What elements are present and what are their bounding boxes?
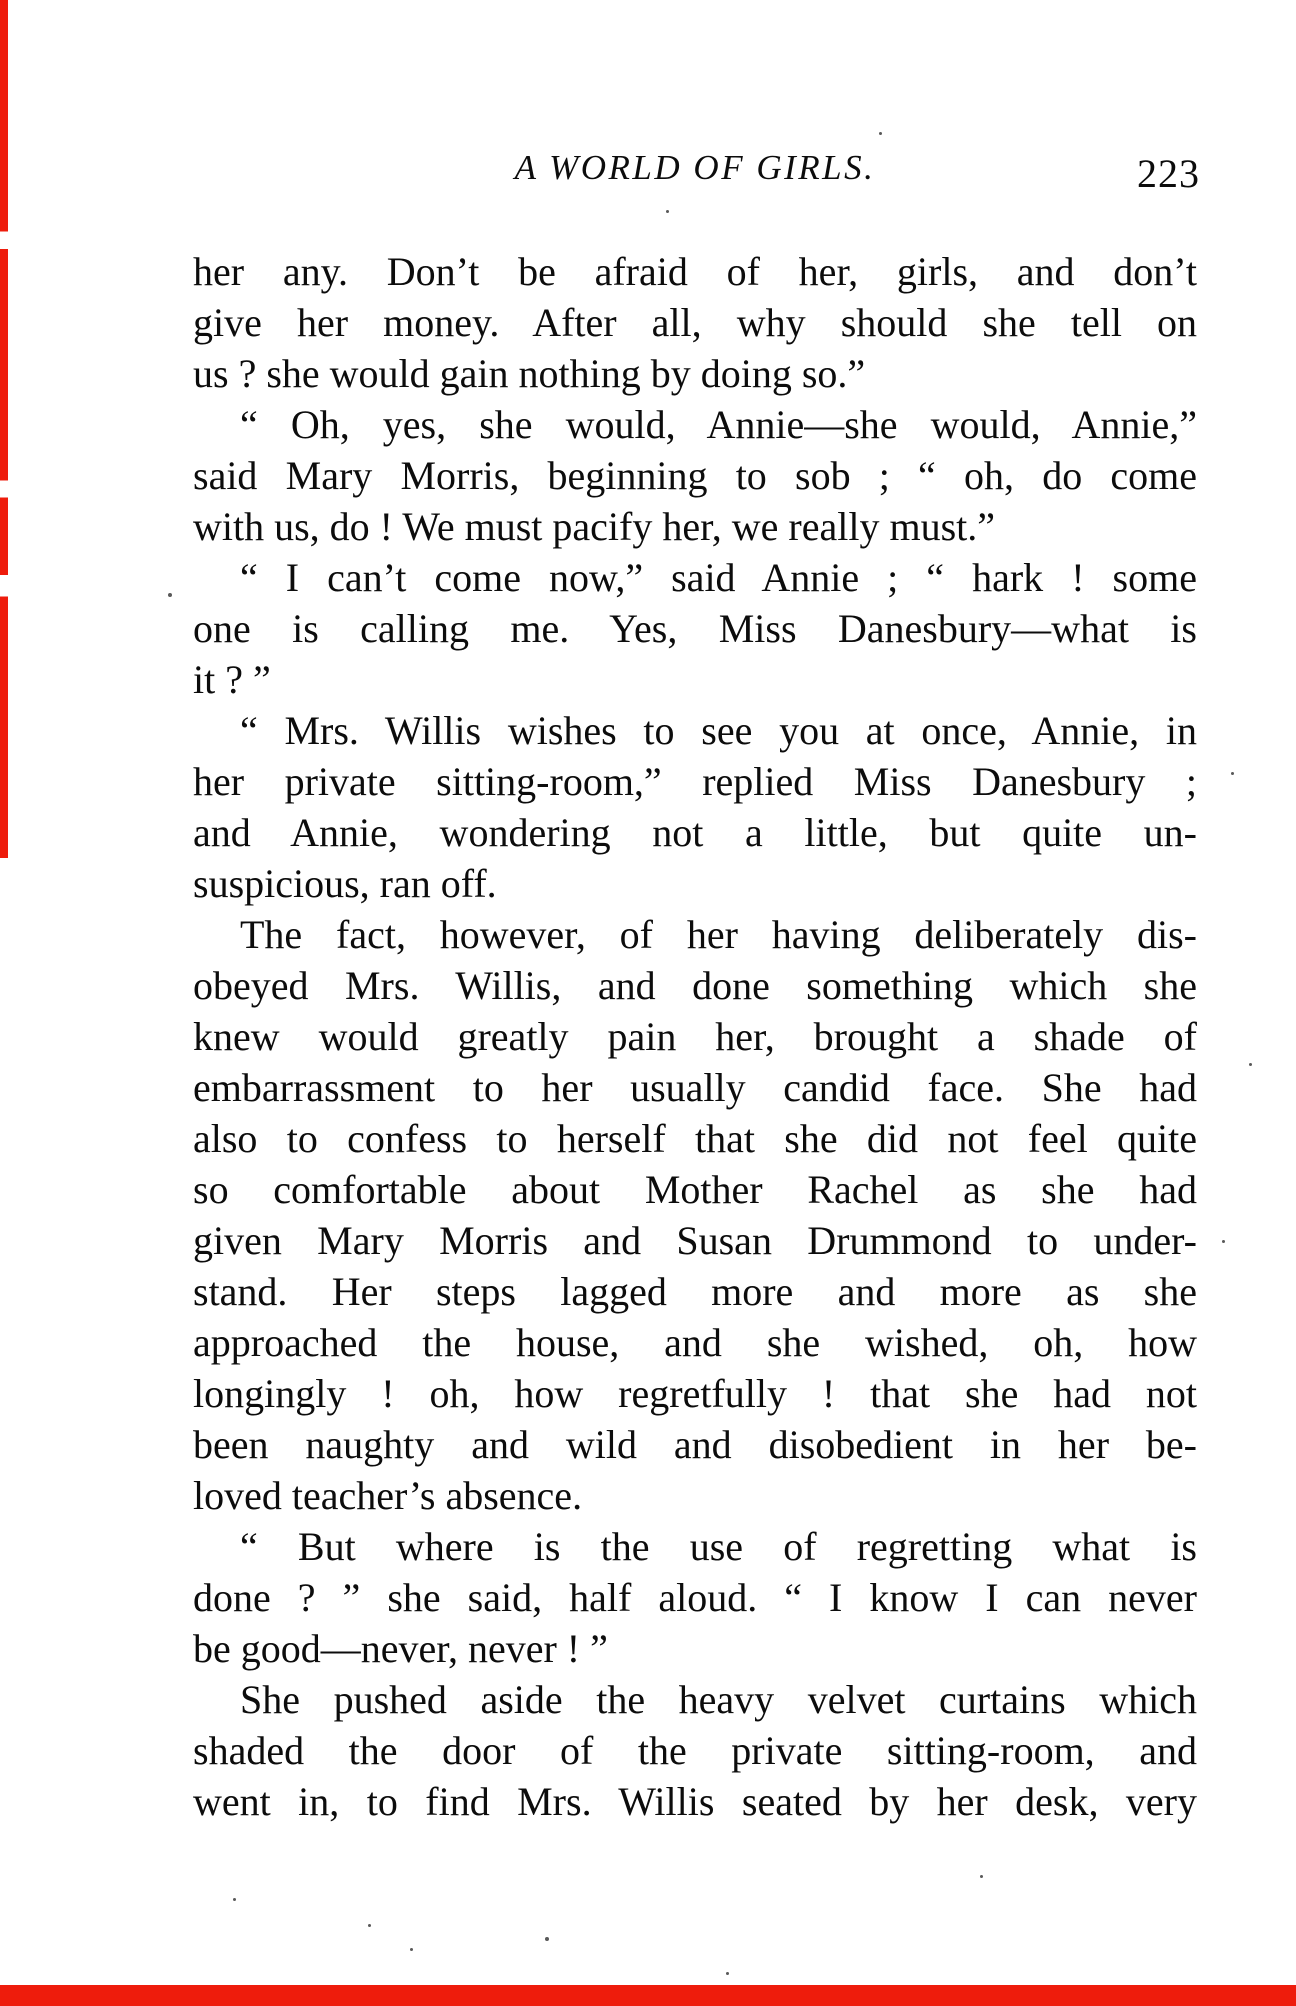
text-line: and Annie, wondering not a little, but quite un-	[193, 810, 1197, 855]
text-line: it ? ”	[193, 657, 271, 702]
text-line: longingly ! oh, how regretfully ! that she had not	[193, 1371, 1197, 1416]
text-line: obeyed Mrs. Willis, and done something which she	[193, 963, 1197, 1008]
text-line: give her money. After all, why should she tell on	[193, 300, 1197, 345]
dust-speck	[1222, 1240, 1225, 1243]
text-line: be good—never, never ! ”	[193, 1626, 608, 1671]
text-line: loved teacher’s absence.	[193, 1473, 583, 1518]
running-head: A WORLD OF GIRLS.	[514, 148, 876, 187]
text-line: She pushed aside the heavy velvet curtains which	[240, 1677, 1197, 1722]
text-line: went in, to find Mrs. Willis seated by her desk, very	[193, 1779, 1197, 1824]
scan-edge-artifact-bottom	[0, 1985, 1296, 2006]
page-number: 223	[1137, 151, 1200, 196]
text-line: approached the house, and she wished, oh, how	[193, 1320, 1197, 1365]
text-line: so comfortable about Mother Rachel as she had	[193, 1167, 1197, 1212]
dust-speck	[1231, 772, 1234, 775]
text-line: shaded the door of the private sitting-room, and	[193, 1728, 1197, 1773]
text-line: embarrassment to her usually candid face. She had	[193, 1065, 1197, 1110]
text-line: us ? she would gain nothing by doing so.”	[193, 351, 866, 396]
text-line: her private sitting-room,” replied Miss Danesbury ;	[193, 759, 1197, 804]
text-line: stand. Her steps lagged more and more as she	[193, 1269, 1197, 1314]
text-line: “ Oh, yes, she would, Annie—she would, Annie,”	[240, 402, 1197, 447]
text-line: knew would greatly pain her, brought a shade of	[193, 1014, 1197, 1059]
text-line: suspicious, ran off.	[193, 861, 497, 906]
scan-edge-artifact-left	[0, 0, 8, 858]
text-line: her any. Don’t be afraid of her, girls, and don’t	[193, 249, 1197, 294]
dust-speck	[980, 1875, 983, 1878]
text-line: also to confess to herself that she did not feel quite	[193, 1116, 1197, 1161]
dust-speck	[233, 1898, 236, 1901]
text-block	[193, 246, 1197, 1827]
text-line: “ But where is the use of regretting what is	[240, 1524, 1197, 1569]
dust-speck	[410, 1948, 413, 1951]
text-line: The fact, however, of her having deliberately dis-	[240, 912, 1197, 957]
text-line: said Mary Morris, beginning to sob ; “ oh, do come	[193, 453, 1197, 498]
text-line: “ Mrs. Willis wishes to see you at once, Annie, in	[240, 708, 1197, 753]
text-line: with us, do ! We must pacify her, we really must.”	[193, 504, 996, 549]
dust-speck	[1249, 1063, 1252, 1066]
dust-speck	[545, 1937, 549, 1941]
text-line: “ I can’t come now,” said Annie ; “ hark ! some	[240, 555, 1197, 600]
dust-speck	[666, 210, 669, 213]
text-line: been naughty and wild and disobedient in her be-	[193, 1422, 1197, 1467]
text-line: one is calling me. Yes, Miss Danesbury—what is	[193, 606, 1197, 651]
dust-speck	[368, 1924, 371, 1927]
dust-speck	[879, 132, 882, 135]
dust-speck	[726, 1972, 729, 1975]
text-line: done ? ” she said, half aloud. “ I know I can never	[193, 1575, 1197, 1620]
text-line: given Mary Morris and Susan Drummond to under-	[193, 1218, 1197, 1263]
dust-speck	[168, 593, 172, 597]
